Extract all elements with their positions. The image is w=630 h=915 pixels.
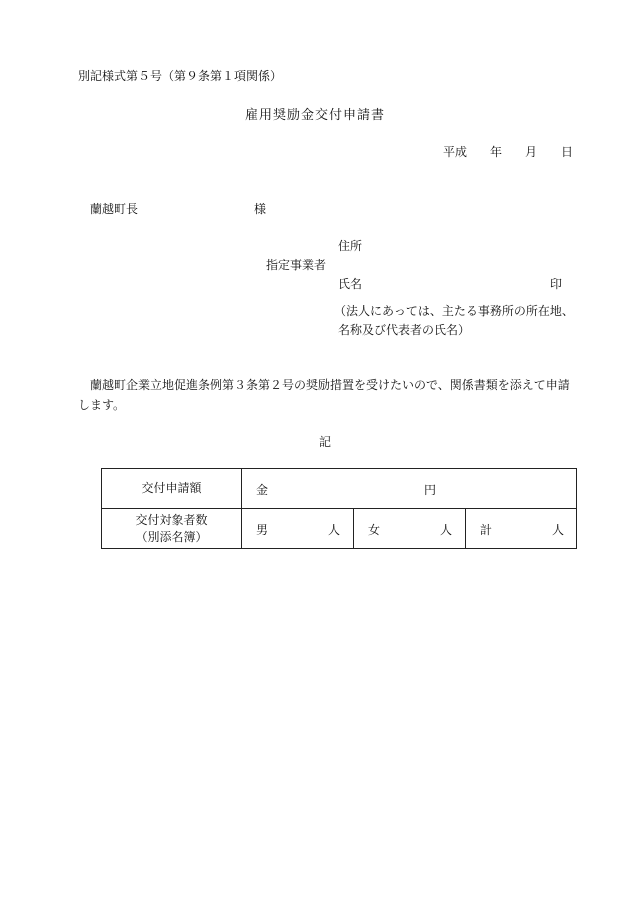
female-unit: 人 bbox=[440, 523, 453, 537]
date-era: 平成 bbox=[443, 145, 468, 159]
application-amount-field bbox=[242, 469, 577, 509]
total-count-field bbox=[466, 509, 577, 549]
form-number: 別記様式第５号（第９条第１項関係） bbox=[78, 69, 283, 83]
amount-prefix: 金 bbox=[256, 483, 269, 497]
target-count-label-line2: （別添名簿） bbox=[135, 529, 208, 544]
female-label: 女 bbox=[368, 523, 381, 537]
amount-unit: 円 bbox=[424, 483, 437, 497]
male-label: 男 bbox=[256, 523, 269, 537]
address-label: 住所 bbox=[338, 239, 363, 253]
grant-table bbox=[101, 468, 577, 549]
applicant-note-line1: （法人にあっては、主たる事務所の所在地、 bbox=[334, 304, 574, 318]
name-label: 氏名 bbox=[338, 277, 363, 291]
application-amount-label bbox=[102, 469, 242, 509]
document-title: 雇用奨励金交付申請書 bbox=[244, 108, 385, 123]
total-unit: 人 bbox=[552, 523, 565, 537]
female-count-field bbox=[354, 509, 466, 549]
target-count-label bbox=[102, 509, 242, 549]
applicant-label: 指定事業者 bbox=[266, 258, 327, 272]
table-row bbox=[102, 509, 577, 549]
table-row bbox=[102, 469, 577, 509]
seal-mark: 印 bbox=[550, 277, 563, 291]
date-day: 日 bbox=[561, 145, 574, 159]
male-unit: 人 bbox=[328, 523, 341, 537]
body-text: 蘭越町企業立地促進条例第３条第２号の奨励措置を受けたいので、関係書類を添えて申請します。 bbox=[78, 378, 570, 412]
addressee-honorific: 様 bbox=[254, 202, 267, 216]
date-month: 月 bbox=[525, 145, 538, 159]
addressee-name: 蘭越町長 bbox=[90, 202, 139, 216]
male-count-field bbox=[242, 509, 354, 549]
application-amount-label-text: 交付申請額 bbox=[141, 481, 202, 495]
ki-heading: 記 bbox=[318, 435, 331, 449]
applicant-note-line2: 名称及び代表者の氏名） bbox=[338, 323, 471, 337]
date-year: 年 bbox=[490, 145, 503, 159]
target-count-label-line1: 交付対象者数 bbox=[135, 512, 208, 527]
total-label: 計 bbox=[480, 523, 493, 537]
